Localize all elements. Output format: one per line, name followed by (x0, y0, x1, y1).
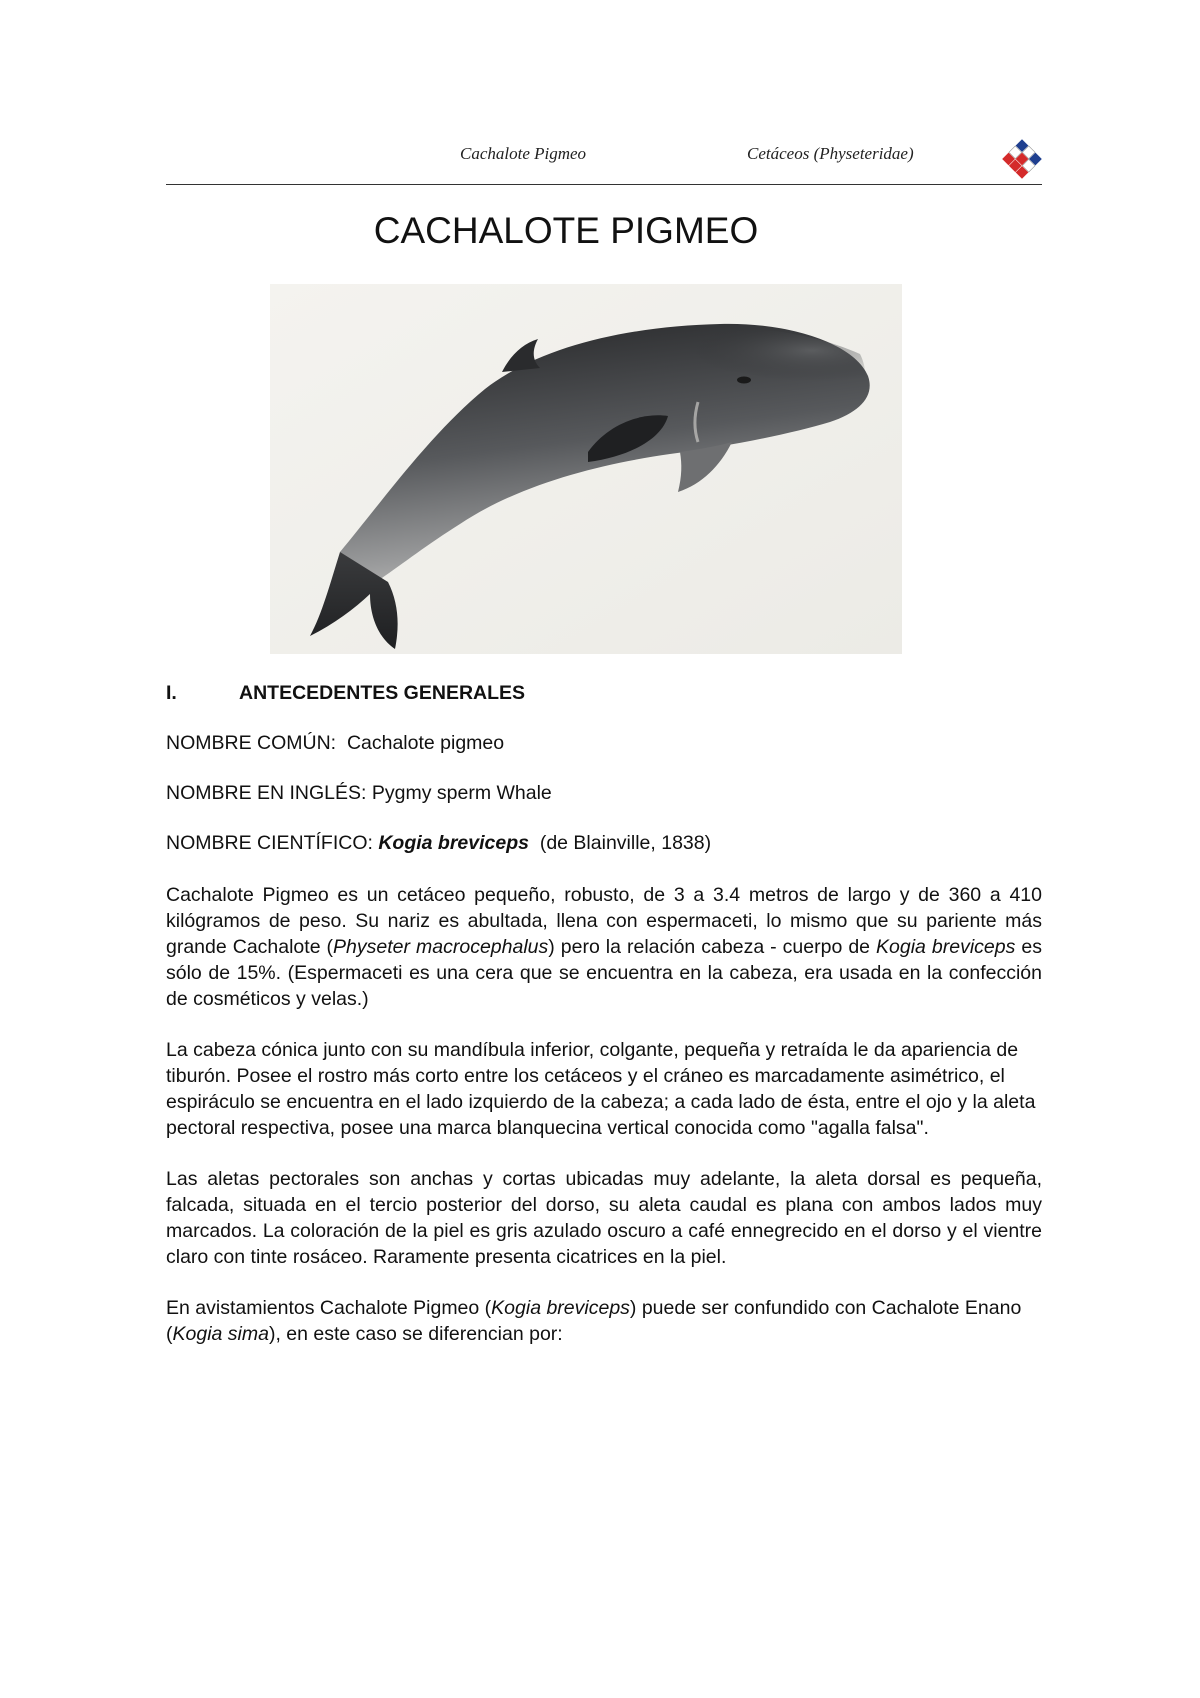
p4-text-a: En avistamientos Cachalote Pigmeo ( (166, 1297, 492, 1319)
p1-species-b: Kogia breviceps (876, 936, 1016, 958)
p1-text-e: es sólo de 15%. (Espermaceti es una cera que se encuentra en la cabeza, era usada en la confección de cosméticos y velas.) (166, 936, 1042, 1010)
header-species-name: Cachalote Pigmeo (460, 144, 587, 163)
section-heading (166, 680, 1042, 706)
institution-logo-icon (1000, 137, 1044, 181)
section-number: I. (166, 682, 177, 704)
p1-text-c: ) pero la relación cabeza - cuerpo de (548, 936, 877, 958)
scientific-name-value: Kogia breviceps (378, 832, 529, 854)
whale-illustration (270, 284, 902, 654)
scientific-name-author: (de Blainville, 1838) (539, 832, 712, 854)
header-rule (166, 184, 1042, 185)
english-name-value: Pygmy sperm Whale (371, 782, 552, 804)
p4-text-e: ), en este caso se diferencian por: (268, 1323, 563, 1345)
common-name-value: Cachalote pigmeo (346, 732, 505, 754)
section-title: ANTECEDENTES GENERALES (239, 682, 526, 704)
header-family-name: Cetáceos (Physeteridae) (747, 144, 914, 163)
common-name-field (166, 730, 1042, 756)
p1-text-a: Cachalote Pigmeo es un cetáceo pequeño, robusto, de 3 a 3.4 metros de largo y de 360 a 410 kilógramos de peso. Su nariz es abultada, llena con espermaceti, lo mismo que su pariente más grande Cachalote ( (166, 884, 1042, 958)
p4-species-b: Kogia sima (172, 1323, 269, 1345)
paragraph-fins: Las aletas pectorales son anchas y cortas ubicadas muy adelante, la aleta dorsal es pequeña, falcada, situada en el tercio posterior del dorso, su aleta caudal es plana con ambos lados muy marcados. La coloración de la piel es gris azulado oscuro a café ennegrecido en el dorso y el vientre claro con tinte rosáceo. Raramente presenta cicatrices en la piel. (166, 1168, 1042, 1268)
english-name-field (166, 780, 1042, 806)
p1-species-a: Physeter macrocephalus (333, 936, 549, 958)
scientific-name-label: NOMBRE CIENTÍFICO: (166, 832, 373, 854)
page-title: CACHALOTE PIGMEO (373, 210, 759, 251)
common-name-label: NOMBRE COMÚN: (166, 732, 337, 754)
paragraph-description (166, 882, 1042, 1012)
document-body (166, 680, 1042, 1372)
paragraph-head: La cabeza cónica junto con su mandíbula inferior, colgante, pequeña y retraída le da apariencia de tiburón. Posee el rostro más corto entre los cetáceos y el cráneo es marcadamente asimétrico, el espiráculo se encuentra en el lado izquierdo de la cabeza; a cada lado de ésta, entre el ojo y la aleta pectoral respectiva, posee una marca blanquecina vertical conocida como "agalla falsa". (166, 1039, 1036, 1139)
scientific-name-field (166, 830, 1042, 856)
p4-text-c: ) puede ser confundido con Cachalote Enano ( (166, 1297, 1022, 1345)
paragraph-sightings (166, 1295, 1042, 1347)
english-name-label: NOMBRE EN INGLÉS: (166, 782, 367, 804)
p4-species-a: Kogia breviceps (491, 1297, 630, 1319)
